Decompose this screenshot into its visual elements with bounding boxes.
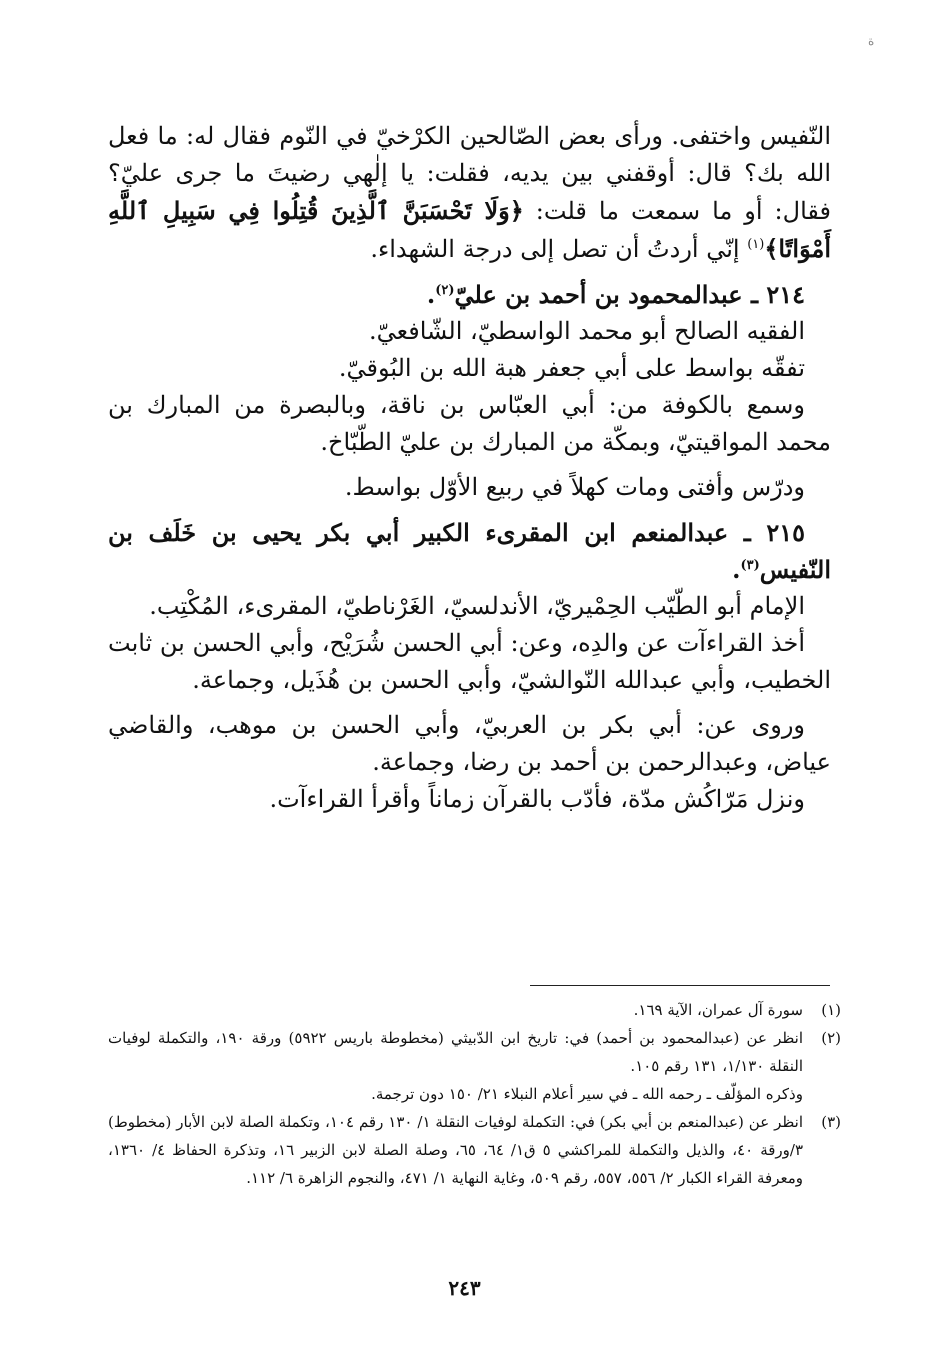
footnote-number: (٢) xyxy=(821,1029,841,1047)
footnote-text: سورة آل عمران، الآية ١٦٩. xyxy=(633,1001,803,1019)
footnotes xyxy=(108,996,841,1192)
intro-text-end: إنّي أردتُ أن تصل إلى درجة الشهداء. xyxy=(370,235,748,263)
quran-verse: ﴿وَلَا تَحْسَبَنَّ ٱلَّذِينَ قُتِلُوا فِي سَبِيلِ ٱللَّهِ أَمْوَاتًا﴾ xyxy=(108,196,831,263)
intro-text: النّفيس واختفى. ورأى بعض الصّالحين الكرْخيّ في النّوم فقال له: ما فعل الله بك؟ قال: أوقفني بين يديه، فقلت: يا إلٰهي رضيتَ ما جرى عليّ؟ فقال: أو ما سمعت ما قلت: xyxy=(108,122,831,225)
footnote xyxy=(108,996,841,1024)
entry-214-line: ودرّس وأفتى ومات كهلاً في ربيع الأوّل بواسط. xyxy=(344,473,805,501)
footnote-number: (٣) xyxy=(821,1113,841,1131)
main-text xyxy=(108,118,831,818)
entry-215-line: ونزل مَرّاكُش مدّة، فأدّب بالقرآن زماناً وأقرأ القراءآت. xyxy=(269,785,805,813)
heading-end: . xyxy=(732,555,741,584)
entry-215-heading xyxy=(108,514,831,588)
entry-215-title: ٢١٥ ـ عبدالمنعم ابن المقرىء الكبير أبي بكر يحيى بن خَلَف بن النّفيس xyxy=(108,518,831,584)
entry-215-line: وروى عن: أبي بكر بن العربيّ، وأبي الحسن بن موهب، والقاضي عياض، وعبدالرحمن بن أحمد بن رضا، وجماعة. xyxy=(108,711,831,776)
footnote-text: انظر عن (عبدالمنعم بن أبي بكر) في: التكملة لوفيات النقلة ١/ ١٣٠ رقم ١٠٤، وتكملة الصلة لابن الأبار (مخطوط) ٣/ورقة ٤٠، والذيل والتكملة للمراكشي ٥ ق١/ ٦٤، ٦٥، وصلة الصلة لابن الزبير ١٦، وتذكرة الحفاظ ٤/ ١٣٦٠، ومعرفة القراء الكبار ٢/ ٥٥٦، ٥٥٧، رقم ٥٠٩، وغاية النهاية ١/ ٤٧١، والنجوم الزاهرة ٦/ ١١٢. xyxy=(108,1113,804,1187)
footnote-text: انظر عن (عبدالمحمود بن أحمد) في: تاريخ ابن الدّبيثي (مخطوطة باريس ٥٩٢٢) ورقة ١٩٠، والتكملة لوفيات النقلة ١/١٣٠، ١٣١ رقم ١٠٥. xyxy=(108,1029,804,1075)
footnote xyxy=(108,1108,841,1192)
footnote-continuation: وذكره المؤلّف ـ رحمه الله ـ في سير أعلام النبلاء ٢١/ ١٥٠ دون ترجمة. xyxy=(371,1085,803,1103)
entry-214-line: تفقّه بواسط على أبي جعفر هبة الله بن البُوقيّ. xyxy=(338,354,805,382)
entry-214-heading xyxy=(108,276,831,313)
footnote-ref-3: (٣) xyxy=(740,558,760,573)
margin-mark: ة xyxy=(868,34,875,48)
footnote-ref-2: (٢) xyxy=(435,283,455,298)
intro-paragraph xyxy=(108,118,831,268)
heading-end: . xyxy=(426,280,436,309)
entry-214-line: وسمع بالكوفة من: أبي العبّاس بن ناقة، وبالبصرة من المبارك بن محمد المواقيتيّ، وبمكّة من المبارك بن عليّ الطّبّاخ. xyxy=(108,391,831,456)
footnote-number: (١) xyxy=(821,1001,841,1019)
footnote xyxy=(108,1024,841,1080)
entry-214-line: الفقيه الصالح أبو محمد الواسطيّ، الشّافعيّ. xyxy=(369,317,805,345)
page-number: ٢٤٣ xyxy=(448,1276,481,1300)
entry-214-title: ٢١٤ ـ عبدالمحمود بن أحمد بن عليّ xyxy=(454,280,805,309)
footnote-divider xyxy=(530,985,830,986)
footnote-ref-1: (١) xyxy=(747,237,765,252)
entry-215-line: الإمام أبو الطّيّب الحِمْيريّ، الأندلسيّ، الغَرْناطيّ، المقرىء، المُكْتِب. xyxy=(149,592,805,620)
entry-215-line: أخذ القراءآت عن والدِه، وعن: أبي الحسن شُرَيْح، وأبي الحسن بن ثابت الخطيب، وأبي عبدالله النّوالشيّ، وأبي الحسن بن هُذَيل، وجماعة. xyxy=(108,629,831,694)
